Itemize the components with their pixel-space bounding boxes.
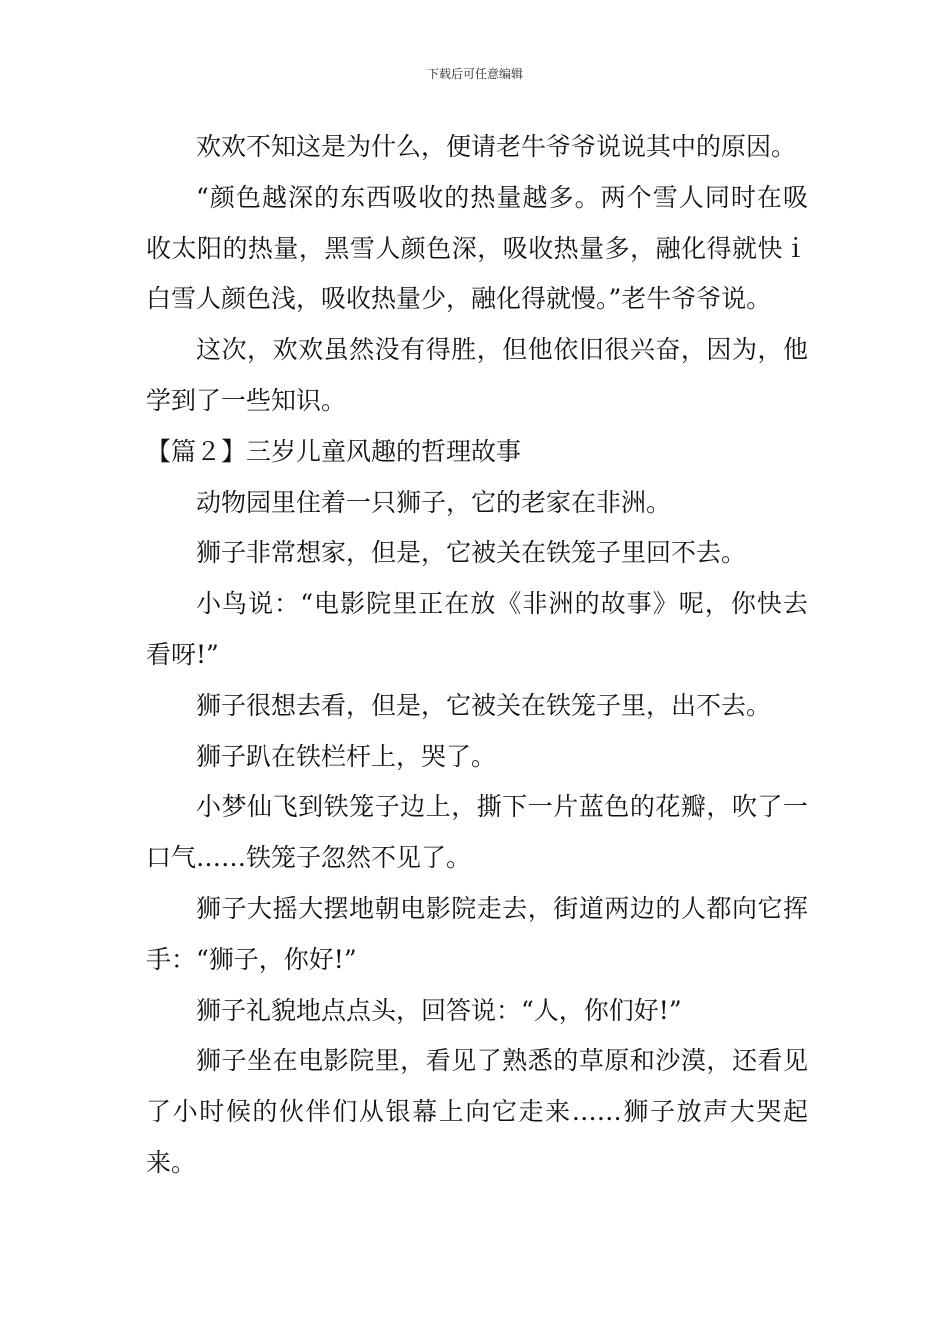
paragraph-2: “颜色越深的东西吸收的热量越多。两个雪人同时在吸收太阳的热量，黑雪人颜色深，吸收热量多，融化得就快ｉ白雪人颜色浅，吸收热量少，融化得就慢。”老牛爷爷说。 [146,182,808,314]
paragraph-8: 狮子趴在铁栏杆上，哭了。 [196,741,497,771]
paragraph-3: 这次，欢欢虽然没有得胜，但他依旧很兴奋，因为，他学到了一些知识。 [146,335,808,415]
page-header: 下载后可任意编辑 [426,67,523,81]
paragraph-9: 小梦仙飞到铁笼子边上，撕下一片蓝色的花瓣，吹了一口气……铁笼子忽然不见了。 [146,792,808,873]
paragraph-1: 欢欢不知这是为什么，便请老牛爷爷说说其中的原因。 [196,132,797,161]
paragraph-12: 狮子坐在电影院里，看见了熟悉的草原和沙漠，还看见了小时候的伙伴们从银幕上向它走来……狮子放声大哭起来。 [146,1046,808,1177]
document-body [146,122,808,1189]
paragraph-11: 狮子礼貌地点点头，回答说：“人，你们好!” [196,995,682,1025]
paragraph-4: 动物园里住着一只狮子，它的老家在非洲。 [196,487,672,517]
paragraph-6: 小鸟说：“电影院里正在放《非洲的故事》呢，你快去看呀!” [146,589,808,669]
section-heading: 【篇２】三岁儿童风趣的哲理故事 [146,436,522,466]
paragraph-10: 狮子大摇大摆地朝电影院走去，街道两边的人都向它挥手：“狮子，你好!” [146,893,808,974]
paragraph-5: 狮子非常想家，但是，它被关在铁笼子里回不去。 [196,538,747,568]
paragraph-7: 狮子很想去看，但是，它被关在铁笼子里，出不去。 [196,690,772,720]
